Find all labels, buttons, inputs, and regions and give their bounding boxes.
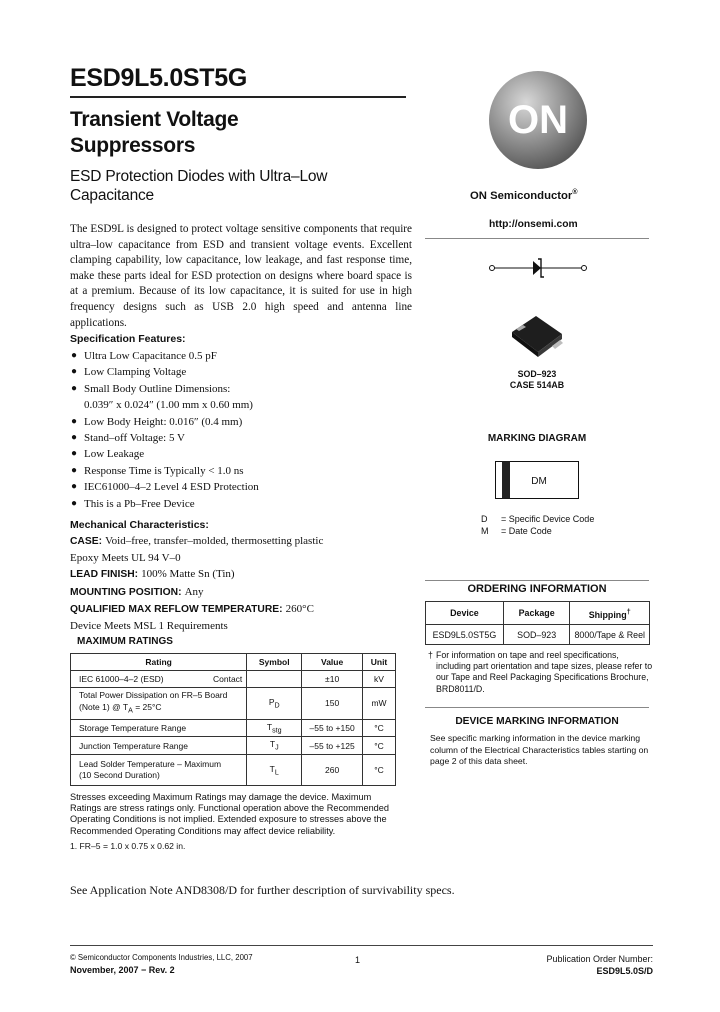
table-row (426, 625, 650, 645)
reflow-line: QUALIFIED MAX REFLOW TEMPERATURE: 260°C (70, 602, 314, 615)
column-header: Rating (71, 654, 247, 671)
column-header: Device (426, 602, 504, 625)
list-item: ● Low Body Height: 0.016″ (0.4 mm) (71, 415, 243, 428)
part-number: ESD9L5.0ST5G (70, 64, 248, 92)
page-subtitle (70, 167, 327, 205)
package-name: SOD–923 (517, 369, 557, 379)
legend-item: D = Specific Device Code (481, 514, 595, 524)
marking-legend (481, 513, 594, 538)
list-item: ● Stand–off Voltage: 5 V (71, 432, 185, 445)
mechanical-heading: Mechanical Characteristics: (70, 519, 209, 531)
device-marking-heading: DEVICE MARKING INFORMATION (455, 716, 619, 727)
unit-cell: °C (363, 755, 396, 786)
diode-schematic-icon (488, 253, 588, 283)
unit-cell: °C (363, 719, 396, 737)
ordering-table (425, 601, 650, 645)
max-ratings-heading: MAXIMUM RATINGS (77, 636, 173, 647)
column-header: Package (503, 602, 570, 625)
epoxy-line: Epoxy Meets UL 94 V–0 (70, 552, 181, 565)
title-line-2: Suppressors (70, 134, 196, 157)
legend-item: M = Date Code (481, 526, 552, 537)
column-header: Symbol (247, 654, 302, 671)
symbol-cell: $T_{stg}$ (247, 719, 302, 737)
case-line: CASE: Void–free, transfer–molded, thermosetting plastic (70, 535, 324, 547)
value-cell: ±10 (302, 671, 363, 688)
value-cell: –55 to +150 (302, 719, 363, 737)
title-line-1: Transient Voltage (70, 108, 239, 131)
subtitle-line-2: Capacitance (70, 187, 154, 204)
footer-date: November, 2007 − Rev. 2 (70, 965, 175, 975)
table-header-row (71, 654, 396, 671)
marking-diagram (495, 461, 579, 499)
dims-subline: 0.039″ x 0.024″ (1.00 mm x 0.60 mm) (84, 399, 253, 412)
mechanical-characteristics (70, 533, 415, 634)
device-marking-text: See specific marking information in the device marking column of the Electrical Characteristics tables starting on page 2 of this data sheet. (430, 733, 649, 766)
value-cell: –55 to +125 (302, 737, 363, 755)
marking-diagram-heading: MARKING DIAGRAM (487, 433, 587, 444)
company-name: ON Semiconductor® (470, 189, 578, 202)
footer-divider (70, 945, 653, 946)
list-item: ● Response Time is Typically < 1.0 ns (71, 464, 244, 477)
table-header-row (426, 602, 650, 625)
mounting-line: MOUNTING POSITION: Any (70, 585, 204, 598)
msl-line: Device Meets MSL 1 Requirements (70, 620, 228, 633)
lead-finish-line: LEAD FINISH: 100% Matte Sn (Tin) (70, 568, 235, 581)
symbol-cell: $T_J$ (247, 737, 302, 755)
symbol-cell (247, 671, 302, 688)
title-divider (70, 96, 406, 98)
table-row (71, 688, 396, 720)
shipping-cell: 8000/Tape & Reel (570, 625, 650, 645)
unit-cell: °C (363, 737, 396, 755)
package-cell: SOD–923 (503, 625, 570, 645)
table-row (71, 755, 396, 786)
intro-paragraph: The ESD9L is designed to protect voltage sensitive components that require ultra–low capacitance from ESD and transient voltage events. Excellent clamping capability, low capacitance, low leakage, and fast response time, make these parts ideal for ESD protection on designs where board space is at a premium. Because of its low capacitance, it is suited for use in high frequency designs such as USB 2.0 high speed and antenna line applications. (70, 223, 412, 329)
ordering-heading: ORDERING INFORMATION (467, 583, 607, 595)
rating-cell: Junction Temperature Range (71, 737, 247, 755)
column-header: Shipping† (570, 602, 650, 625)
list-item: ● This is a Pb–Free Device (71, 497, 195, 510)
device-cell: ESD9L5.0ST5G (426, 625, 504, 645)
rating-cell: IEC 61000–4–2 (ESD) Contact (71, 671, 247, 688)
max-ratings-table (70, 653, 396, 786)
publication-label: Publication Order Number: (546, 954, 653, 964)
spec-features-list (70, 348, 410, 512)
subtitle-line-1: ESD Protection Diodes with Ultra–Low (70, 168, 328, 185)
package-label (425, 369, 649, 391)
value-cell: 150 (302, 688, 363, 720)
rating-cell: Total Power Dissipation on FR–5 Board (Note 1) @ $T_A = 25^\circ C$ (71, 688, 247, 720)
symbol-cell: $T_L$ (247, 755, 302, 786)
value-cell: 260 (302, 755, 363, 786)
unit-cell: mW (363, 688, 396, 720)
list-item: ● Small Body Outline Dimensions: 0.039″ x 0.024″ (1.00 mm x 0.60 mm) (70, 381, 410, 414)
rating-cell: Lead Solder Temperature – Maximum (10 Second Duration) (71, 755, 247, 786)
footnote: 1. FR–5 = 1.0 x 0.75 x 0.62 in. (70, 841, 186, 851)
spec-features-heading: Specification Features: (70, 333, 186, 345)
column-header: Unit (363, 654, 396, 671)
ordering-note: † For information on tape and reel specifications, including part orientation and tape sizes, please refer to our Tape and Reel Packaging Specifications Brochure, BRD8011/D. (428, 650, 653, 694)
marking-code: DM (531, 476, 547, 487)
divider (425, 238, 649, 239)
stress-note: Stresses exceeding Maximum Ratings may damage the device. Maximum Ratings are stress ratings only. Functional operation above the Recommended Operating Conditions is not implied. Extended exposure to stresses above the Recommended Operating Conditions may affect device reliability. (70, 792, 390, 836)
list-item: ● Low Clamping Voltage (71, 366, 187, 379)
company-url[interactable]: http://onsemi.com (489, 219, 578, 230)
publication-number: ESD9L5.0S/D (596, 966, 653, 976)
on-semiconductor-logo (488, 70, 588, 170)
list-item: ● IEC61000–4–2 Level 4 ESD Protection (71, 481, 259, 494)
table-row (71, 671, 396, 688)
table-row (71, 719, 396, 737)
divider (425, 580, 649, 581)
symbol-cell: $P_D$ (247, 688, 302, 720)
footer-copyright: © Semiconductor Components Industries, LLC, 2007 (70, 953, 253, 962)
unit-cell: kV (363, 671, 396, 688)
divider (425, 707, 649, 708)
package-case: CASE 514AB (509, 380, 565, 390)
list-item: ● Ultra Low Capacitance 0.5 pF (71, 350, 217, 362)
column-header: Value (302, 654, 363, 671)
page-number: 1 (355, 955, 361, 965)
logo-text: ON (508, 98, 568, 142)
list-item: ● Low Leakage (71, 448, 145, 461)
application-note: See Application Note AND8308/D for further description of survivability specs. (70, 883, 455, 897)
rating-cell: Storage Temperature Range (71, 719, 247, 737)
page-title (70, 107, 238, 159)
table-row (71, 737, 396, 755)
sod-923-package-icon (508, 312, 566, 358)
